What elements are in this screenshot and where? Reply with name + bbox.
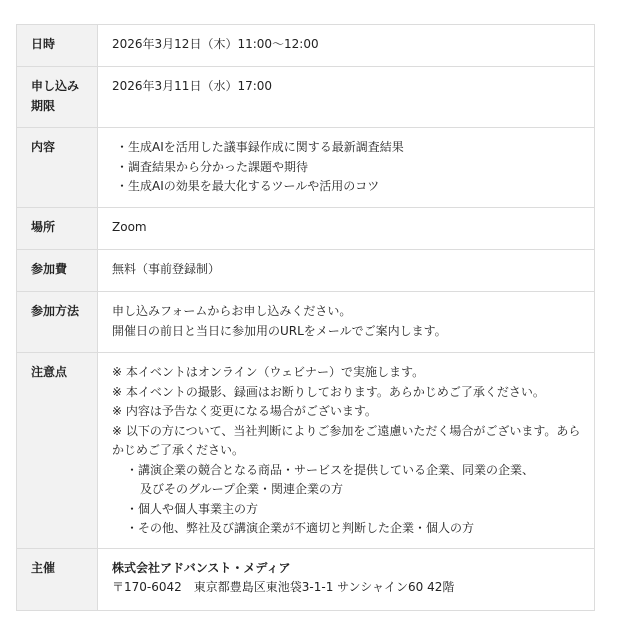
value-notes — [98, 353, 595, 549]
label-method: 参加方法 — [17, 292, 98, 353]
note-sub-item: ・その他、弊社及び講演企業が不適切と判断した企業・個人の方 — [126, 521, 475, 535]
value-content — [98, 128, 595, 208]
event-info-table — [16, 24, 595, 611]
value-host — [98, 548, 595, 610]
note-line: ※ 以下の方について、当社判断によりご参加をご遠慮いただく場合がございます。あらかじめご了承ください。 — [112, 423, 581, 457]
note-line: ※ 内容は予告なく変更になる場合がございます。 — [112, 404, 377, 418]
row-deadline — [17, 67, 595, 128]
method-line: 申し込みフォームからお申し込みください。 — [112, 304, 352, 318]
host-address: 〒170-6042 東京都豊島区東池袋3-1-1 サンシャイン60 42階 — [112, 580, 455, 594]
note-sub-item-continuation: 及びそのグループ企業・関連企業の方 — [140, 482, 344, 496]
label-host: 主催 — [17, 548, 98, 610]
label-deadline-line1: 申し込み — [31, 79, 80, 93]
row-place — [17, 208, 595, 250]
row-host — [17, 548, 595, 610]
content-item: ・生成AIを活用した議事録作成に関する最新調査結果 — [116, 140, 404, 154]
method-line: 開催日の前日と当日に参加用のURLをメールでご案内します。 — [112, 323, 447, 338]
label-fee: 参加費 — [17, 250, 98, 292]
value-deadline: 2026年3月11日（水）17:00 — [98, 67, 595, 128]
value-date: 2026年3月12日（木）11:00〜12:00 — [98, 25, 595, 67]
note-line: ※ 本イベントの撮影、録画はお断りしております。あらかじめご了承ください。 — [112, 384, 545, 399]
value-method — [98, 292, 595, 353]
note-sub-item: ・個人や個人事業主の方 — [126, 501, 259, 516]
label-date: 日時 — [17, 25, 98, 67]
label-place: 場所 — [17, 208, 98, 250]
note-sub-item: ・講演企業の競合となる商品・サービスを提供している企業、同業の企業、 — [126, 462, 535, 477]
label-deadline — [17, 67, 98, 128]
content-item: ・調査結果から分かった課題や期待 — [116, 159, 309, 174]
content-item: ・生成AIの効果を最大化するツールや活用のコツ — [116, 179, 380, 193]
label-notes: 注意点 — [17, 353, 98, 549]
row-content — [17, 128, 595, 208]
row-fee — [17, 250, 595, 292]
row-date — [17, 25, 595, 67]
note-line: ※ 本イベントはオンライン（ウェビナー）で実施します。 — [112, 365, 425, 379]
row-method — [17, 292, 595, 353]
row-notes — [17, 353, 595, 549]
value-fee: 無料（事前登録制） — [98, 250, 595, 292]
value-place: Zoom — [98, 208, 595, 250]
label-content: 内容 — [17, 128, 98, 208]
host-org-name: 株式会社アドバンスト・メディア — [112, 560, 291, 575]
label-deadline-line2: 期限 — [31, 98, 56, 113]
